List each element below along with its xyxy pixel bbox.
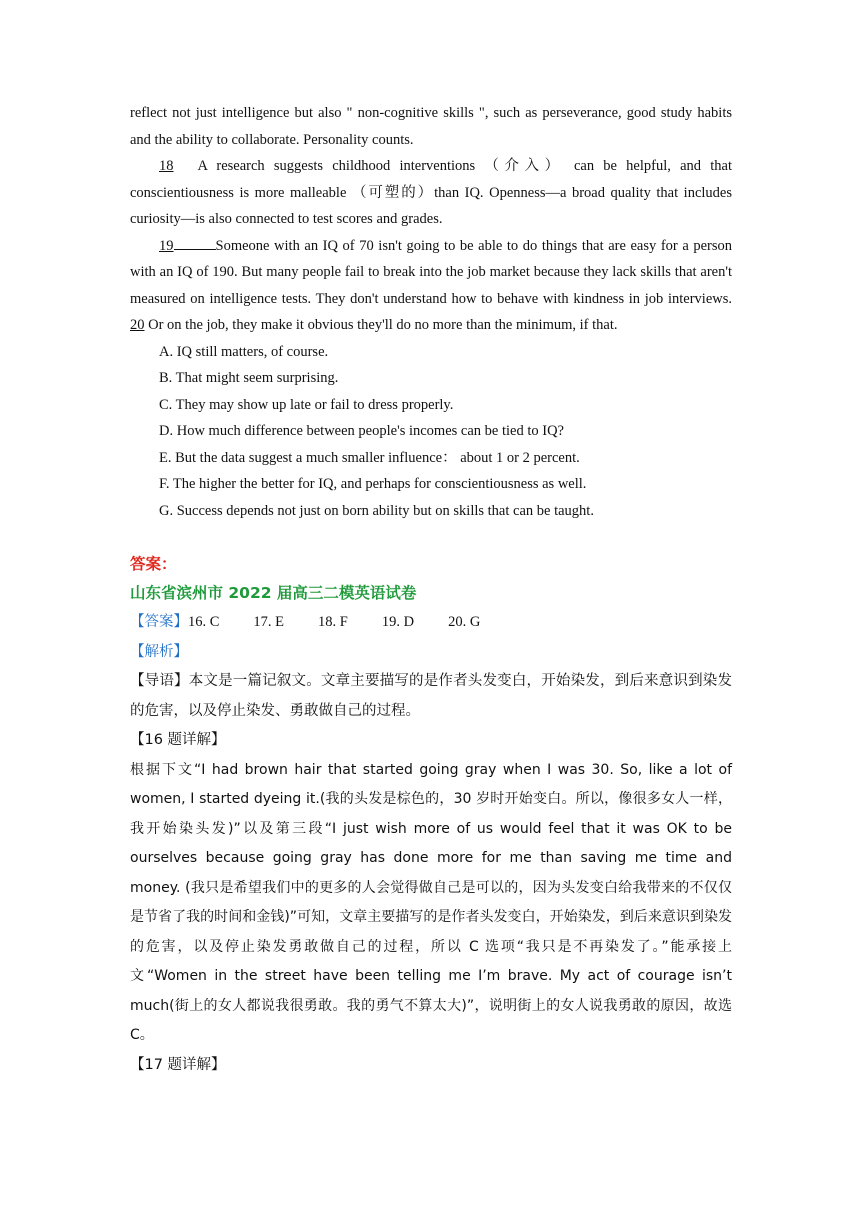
paragraph-19-text: Someone with an IQ of 70 isn't going to be able to do things that are easy for a person with an IQ of 190. But many people fail to break into the job market because they lack skills that aren't measured on intelligence tests. They don't understand how to behave with kindness in job interviews.	[130, 237, 732, 307]
answer-key-line	[130, 608, 732, 638]
guide-tag: 【导语】	[130, 673, 189, 689]
document-page	[130, 100, 732, 1080]
paragraph-18-text: A research suggests childhood interventions （介入） can be helpful, and that conscientiousness is more malleable （可塑的）than IQ. Openness—a broad quality that includes curiosity—is also connected to test scores and grades.	[130, 158, 732, 227]
guide-paragraph	[130, 667, 732, 726]
answer-16: 16. C	[188, 614, 220, 630]
answer-17: 17. E	[253, 614, 285, 630]
blank-18: 18	[159, 158, 174, 174]
answer-heading: 答案：	[130, 555, 177, 573]
paragraph-18	[130, 153, 732, 233]
answer-tag: 【答案】	[130, 614, 188, 630]
blank-19: 19	[159, 238, 216, 254]
q17-heading: 【17 题详解】	[130, 1056, 226, 1073]
option-c: C. They may show up late or fail to dress properly.	[159, 396, 454, 413]
paragraph-19	[130, 233, 732, 339]
source-title: 山东省滨州市 2022 届高三二模英语试卷	[130, 584, 417, 602]
answer-19: 19. D	[381, 614, 415, 630]
paragraph-top: reflect not just intelligence but also " non-cognitive skills ", such as perseverance, good study habits and the ability to collaborate. Personality counts.	[130, 105, 732, 148]
option-f: F. The higher the better for IQ, and perhaps for conscientiousness as well.	[159, 476, 587, 492]
answer-20: 20. G	[448, 614, 481, 630]
option-g: G. Success depends not just on born ability but on skills that can be taught.	[159, 502, 594, 519]
guide-text: 本文是一篇记叙文。文章主要描写的是作者头发变白，开始染发，到后来意识到染发的危害，以及停止染发、勇敢做自己的过程。	[130, 673, 732, 719]
q16-explanation: 根据下文“I had brown hair that started going gray when I was 30. So, like a lot of women, I started dyeing it.(我的头发是棕色的，30 岁时开始变白。所以，像很多女人一样，我开始染头发)”以及第三段“I just wish more of us would feel that it was OK to be ourselves because going gray has done more for me than saving me time and money. (我只是希望我们中的更多的人会觉得做自己是可以的，因为头发变白给我带来的不仅仅是节省了我的时间和金钱)”可知，文章主要描写的是作者头发变白，开始染发，到后来意识到染发的危害，以及停止染发勇敢做自己的过程，所以 C 选项“我只是不再染发了。”能承接上文“Women in the street have been telling me I’m brave. My act of courage isn’t much(街上的女人都说我很勇敢。我的勇气不算太大)”，说明街上的女人说我勇敢的原因，故选 C。	[130, 761, 732, 1043]
analysis-tag: 【解析】	[130, 643, 188, 660]
option-b: B. That might seem surprising.	[159, 370, 339, 386]
option-e: E. But the data suggest a much smaller influence： about 1 or 2 percent.	[159, 449, 580, 466]
option-a: A. IQ still matters, of course.	[159, 343, 329, 360]
answer-18: 18. F	[318, 614, 348, 630]
options-list	[130, 339, 732, 525]
q16-heading: 【16 题详解】	[130, 732, 226, 748]
option-d: D. How much difference between people's incomes can be tied to IQ?	[159, 423, 564, 439]
blank-20: 20	[130, 317, 145, 333]
paragraph-20-text: Or on the job, they make it obvious they'll do no more than the minimum, if that.	[148, 317, 618, 333]
